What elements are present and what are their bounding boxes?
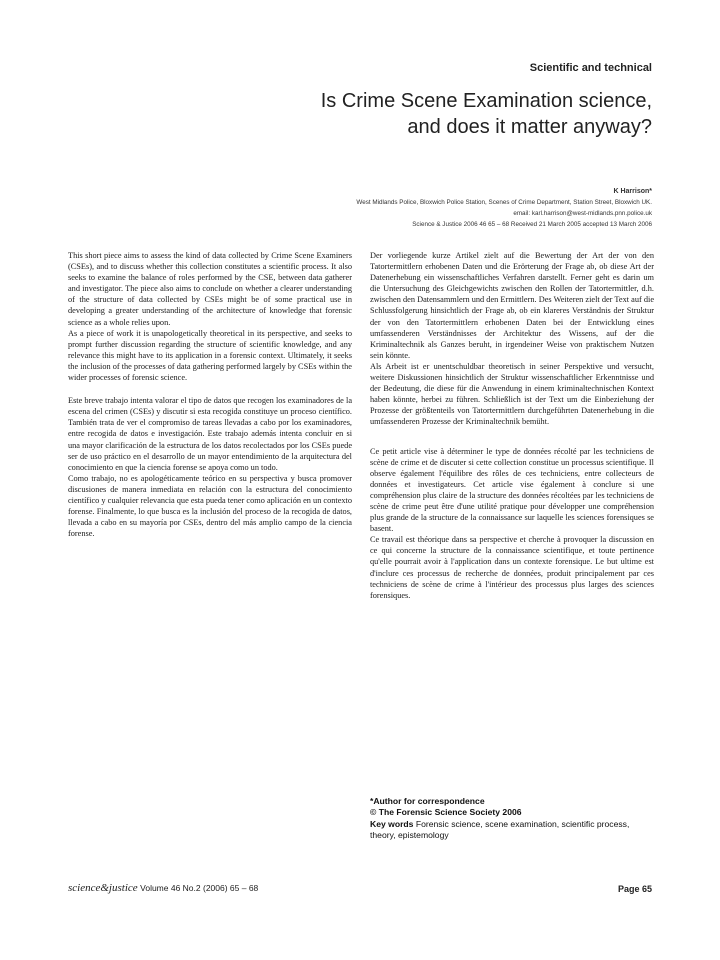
abstract-left-column bbox=[68, 250, 352, 539]
keywords-list: Forensic science, scene examination, scientific process, theory, epistemology bbox=[370, 818, 630, 841]
section-label: Scientific and technical bbox=[529, 62, 652, 74]
abstract-en-paragraph-2: As a piece of work it is unapologetically theoretical in its perspective, and seeks to prompt further discussion regarding the structure of scientific knowledge, and any relevance this might have to its application in a forensic context. Ultimately, it seeks the inclusion of the processes of data gathering performed largely by CSEs within the wider processes of forensic science. bbox=[68, 328, 352, 383]
article-notes bbox=[370, 796, 654, 842]
abstract-en-paragraph-1: This short piece aims to assess the kind of data collected by Crime Scene Examiners (CSEs), and to discuss whether this collection constitutes a scientific process. It also seeks to examine the balance of roles performed by the CSE, between data gatherer and investigator. The piece also aims to conclude on whether a clearer understanding of the structure of data collected by CSEs might be of some practical use in developing a greater understanding of the architecture of knowledge that forensic science as a whole relies upon. bbox=[68, 251, 352, 327]
abstract-es-paragraph-1: Este breve trabajo intenta valorar el tipo de datos que recogen los examinadores de la escena del crimen (CSEs) y discutir si esta recogida constituye un proceso científico. También trata de ver el compromiso de tareas llevadas a cabo por los examinadores, entre recogida de datos e investigación. Este trabajo además intenta concluir en si una mayor clarificación de la estructura de los datos recolectados por los CSEs puede ser de uso práctico en el desarrollo de un mayor entendimiento de la arquitectura del conocimiento en que la ciencia forense se apoya como un todo. bbox=[68, 396, 352, 472]
abstract-right-column bbox=[370, 250, 654, 601]
title-line-1: Is Crime Scene Examination science, bbox=[320, 90, 652, 112]
title-line-2: and does it matter anyway? bbox=[407, 116, 652, 138]
keywords-label: Key words bbox=[370, 818, 414, 829]
abstract-de-paragraph-1: Der vorliegende kurze Artikel zielt auf die Bewertung der Art der von den Tatortermittlern erhobenen Daten und die Erörterung der Frage ab, ob diese Art der Datenerhebung ein wissenschaftliches Verfahren darstellt. Ferner geht es darin um die Untersuchung des Gleichgewichts zwischen den Rollen der Tatortermittler, d.h. zwischen den Datensammlern und den Ermittlern. Des Weiteren zielt der Text auf die Schlussfolgerung hinsichtlich der Frage ab, ob ein klareres Verständnis der Struktur der von den Tatortermittlern erhobenen Daten bei der Entwicklung eines umfassenderen Verständnisses der Architektur des Wissens, auf der die Kriminaltechnik als Ganzes beruht, in irgendeiner Weise von praktischem Nutzen sein könnte. bbox=[370, 251, 654, 360]
correspondence-note: *Author for correspondence bbox=[370, 796, 485, 806]
keywords bbox=[370, 819, 654, 842]
copyright-note: © The Forensic Science Society 2006 bbox=[370, 807, 522, 818]
abstract-fr-paragraph-1: Ce petit article vise à déterminer le type de données récolté par les techniciens de scène de crime et de discuter si cette collection constitue un processus scientifique. Il observe également l'équilibre des rôles de ces techniciens, entre collecteurs de données et investigateurs. Cet article vise également à conclure si une compréhension plus claire de la structure des données récoltées par les techniciens de scène de crime peut être d'une utilité pratique pour développer une compréhension plus grande de la structure de la connaissance sur laquelle les sciences forensiques se basent. bbox=[370, 446, 654, 534]
spacer bbox=[68, 383, 352, 395]
article-title bbox=[132, 88, 652, 140]
spacer bbox=[370, 428, 654, 446]
journal-name: science&justice bbox=[68, 882, 138, 894]
author-name: K Harrison* bbox=[613, 188, 652, 195]
abstract-es-paragraph-2: Como trabajo, no es apologéticamente teórico en su perspectiva y busca promover discusiones de manera inmediata en relación con la estructura del conocimiento científico y cualquier relevancia que esta pueda tener como aplicación en un contexto forense. Finalmente, lo que busca es la inclusión del proceso de la recogida de datos, llevada a cabo en su mayoría por CSEs, dentro del más amplio campo de la ciencia forense. bbox=[68, 473, 352, 539]
journal-volume: Volume 46 No.2 (2006) 65 – 68 bbox=[140, 883, 259, 893]
abstract-fr-paragraph-2: Ce travail est théorique dans sa perspective et cherche à provoquer la discussion en ce qui concerne la structure de la connaissance scientifique, et toute pertinence qu'elle pourrait avoir à l'application dans un contexte forensique. Le but ultime est d'inclure ces processus de recherche de données, produit principalement par ces techniciens de scène de crime à l'intérieur des processus plus larges des sciences forensiques. bbox=[370, 535, 654, 600]
author-affiliation: West Midlands Police, Bloxwich Police Station, Scenes of Crime Department, Station Street, Bloxwich UK. bbox=[356, 199, 652, 206]
citation-line: Science & Justice 2006 46 65 – 68 Received 21 March 2005 accepted 13 March 2006 bbox=[412, 221, 652, 228]
footer-journal bbox=[68, 882, 258, 894]
author-block bbox=[92, 186, 652, 230]
abstract-de-paragraph-2: Als Arbeit ist er unentschuldbar theoretisch in seiner Perspektive und versucht, weitere Diskussionen hinsichtlich der Struktur wissenschaftlicher Erkenntnisse und der Bedeutung, die diese für die Anwendung in einem kriminaltechnischen Kontext haben könnte, herbei zu führen. Schließlich ist der Text um die Einbeziehung der Prozesse der größtenteils von Tatortermittlern durchgeführten Datenerhebung in die umfassenderen Prozesse der Kriminaltechnik bemüht. bbox=[370, 361, 654, 427]
author-email: email: karl.harrison@west-midlands.pnn.police.uk bbox=[513, 210, 652, 217]
page-number: Page 65 bbox=[617, 884, 652, 894]
